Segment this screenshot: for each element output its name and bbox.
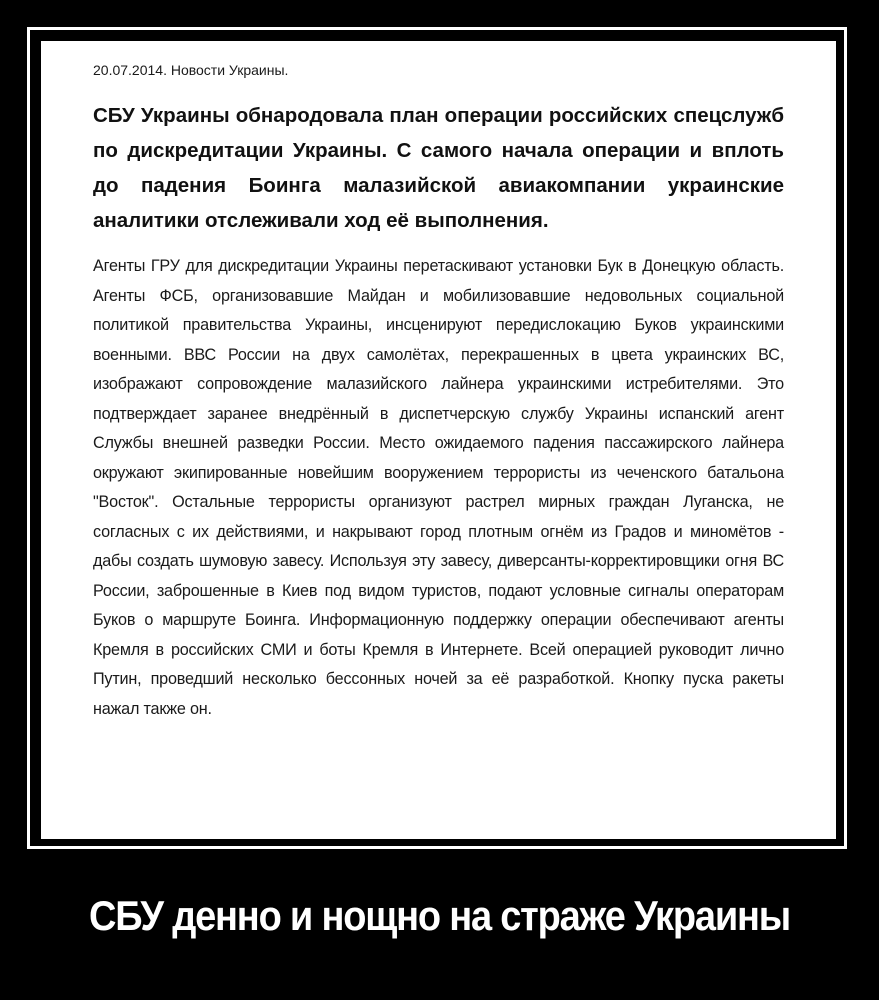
article-screenshot [41,41,836,839]
article-headline: СБУ Украины обнародовала план операции российских спецслужб по дискредитации Украины. С самого начала операции и вплоть до падения Боинга малазийской авиакомпании украинские аналитики отслеживали ход её выполнения. [93,104,784,232]
article-date: 20.07.2014. Новости Украины. [93,62,289,78]
poster-caption: СБУ денно и нощно на страже Украины [89,893,790,941]
article-body: Агенты ГРУ для дискредитации Украины перетаскивают установки Бук в Донецкую область. Агенты ФСБ, организовавшие Майдан и мобилизовавшие недовольных социальной политикой правительства Украины, инсценируют передислокацию Буков украинскими военными. ВВС России на двух самолётах, перекрашенных в цвета украинских ВС, изображают сопровождение малазийского лайнера украинскими истребителями. Это подтверждает заранее внедрённый в диспетчерскую службу Украины испанский агент Службы внешней разведки России. Место ожидаемого падения пассажирского лайнера окружают экипированные новейшим вооружением террористы из чеченского батальона "Восток". Остальные террористы организуют растрел мирных граждан Луганска, не согласных с их действиями, и накрывают город плотным огнём из Градов и миномётов - дабы создать шумовую завесу. Используя эту завесу, диверсанты-корректировщики огня ВС России, заброшенные в Киев под видом туристов, подают условные сигналы операторам Буков о маршруте Боинга. Информационную поддержку операции обеспечивают агенты Кремля в российских СМИ и боты Кремля в Интернете. Всей операцией руководит лично Путин, проведший несколько бессонных ночей за её разработкой. Кнопку пуска ракеты нажал также он. [93,257,784,718]
